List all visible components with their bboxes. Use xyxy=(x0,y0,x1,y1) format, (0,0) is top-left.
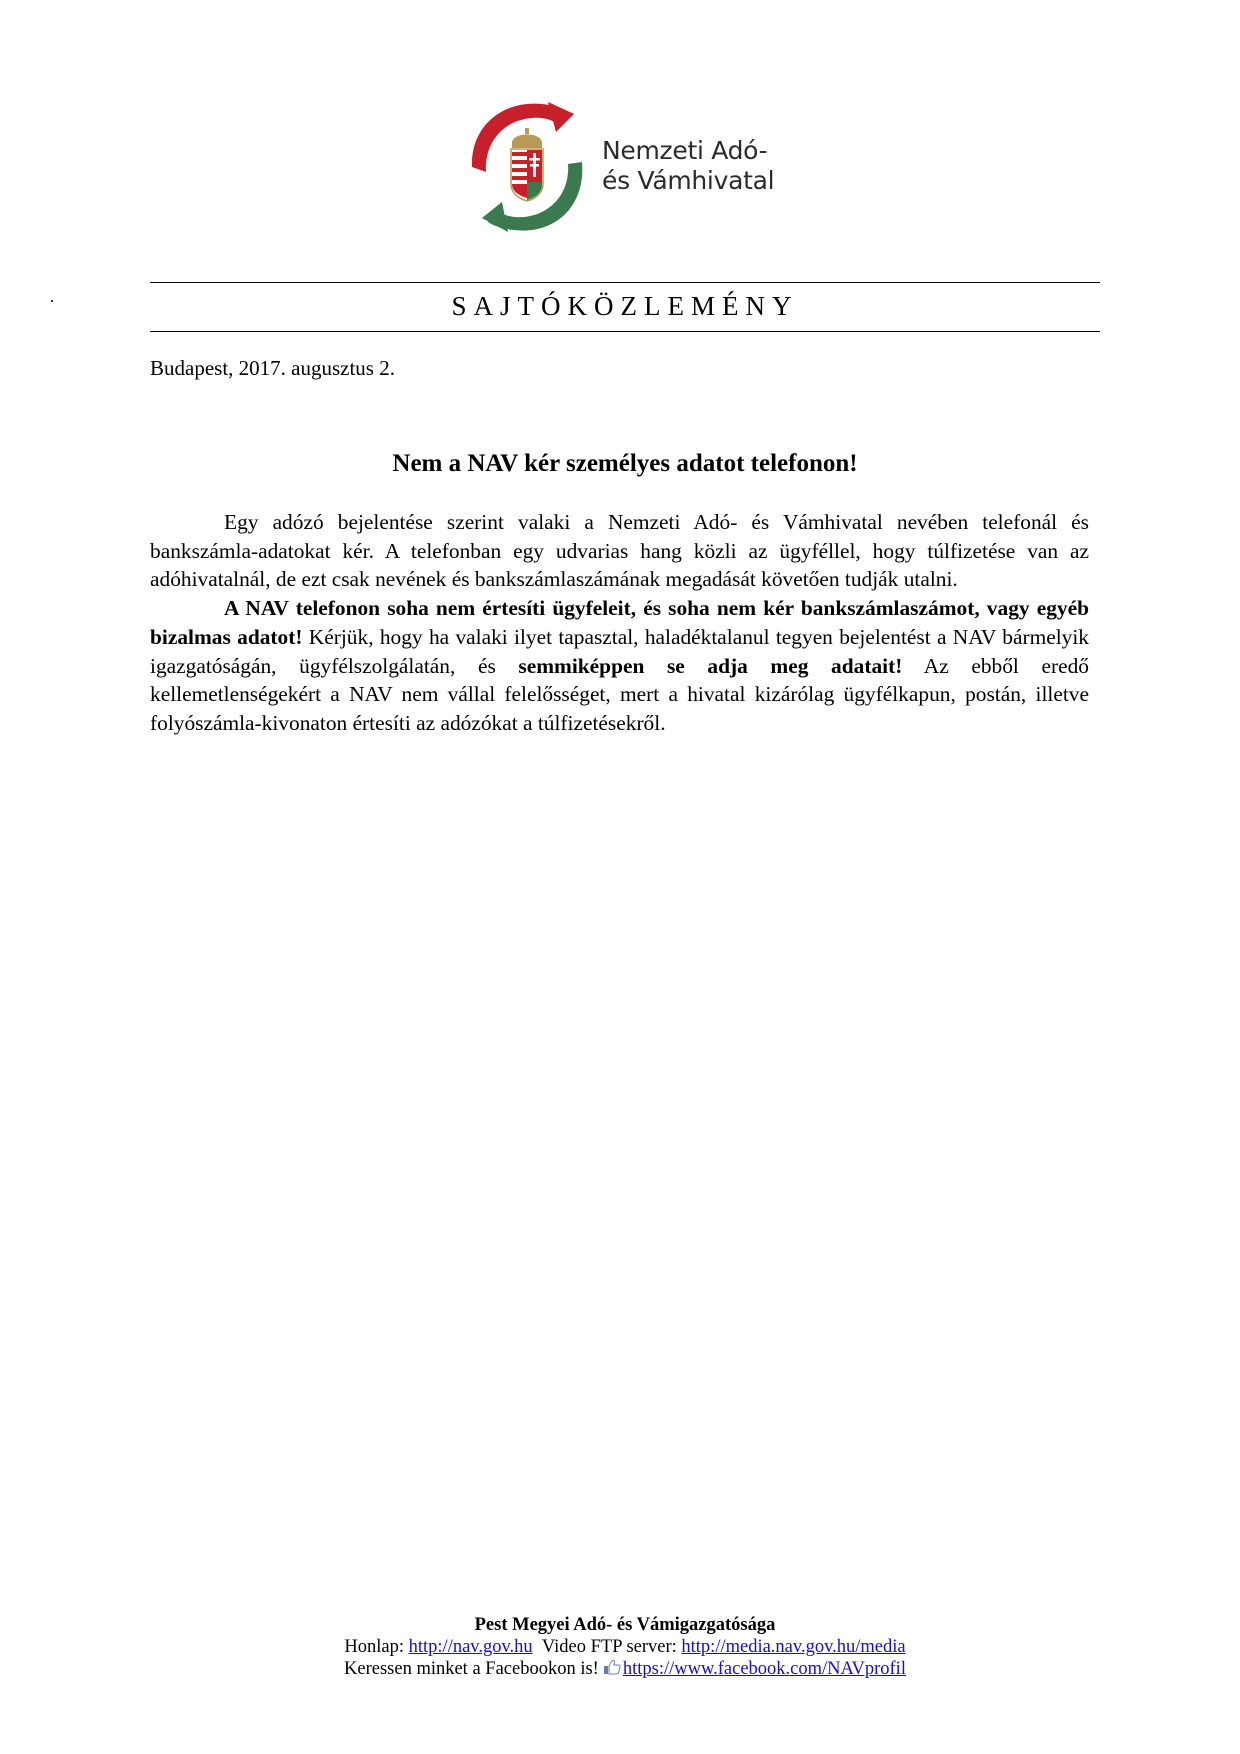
ftp-label: Video FTP server: xyxy=(541,1637,682,1657)
facebook-link[interactable]: https://www.facebook.com/NAVprofil xyxy=(622,1659,906,1679)
paragraph-2-text-1: Kérjük, hogy ha valaki ilyet tapasztal, haladéktalanul tegyen bejelentést a NAV bármelyik igazgatóságán, ügyfélszolgálatán, és xyxy=(150,624,1089,678)
nav-logo xyxy=(462,92,792,242)
logo-line-2: és Vámhivatal xyxy=(602,166,775,195)
nav-logo-text xyxy=(602,136,774,196)
footer-links-row xyxy=(150,1636,1100,1658)
paragraph-2-text-2: Az ebből eredő kellemetlenségekért a NAV nem vállal felelősséget, mert a hivatal kizárólag ügyfélkapun, postán, illetve folyószámla-kivonaton értesíti az adózókat a túlfizetésekről. xyxy=(150,653,1089,735)
homepage-label: Honlap: xyxy=(344,1637,409,1657)
header-rule-top xyxy=(150,282,1100,283)
warning-bold-1: A NAV telefonon soha nem értesíti ügyfeleit, és soha nem kér bankszámlaszámot, vagy egyéb bizalmas adatot! xyxy=(150,596,1089,649)
paragraph-1: Egy adózó bejelentése szerint valaki a Nemzeti Adó- és Vámhivatal nevében telefonál és bankszámla-adatokat kér. A telefonban egy udvarias hang közli az ügyféllel, hogy túlfizetése van az adóhivatalnál, de ezt csak nevének és bankszámlaszámának megadását követően tudják utalni. xyxy=(150,510,1089,592)
article-body xyxy=(150,508,1089,738)
warning-bold-2: semmiképpen se adja meg adatait! xyxy=(518,653,903,678)
footer xyxy=(150,1614,1100,1680)
facebook-label: Keressen minket a Facebookon is! xyxy=(344,1659,599,1679)
logo-line-1: Nemzeti Adó- xyxy=(602,136,768,165)
article-title: Nem a NAV kér személyes adatot telefonon! xyxy=(392,450,858,477)
paragraph-2 xyxy=(150,594,1089,738)
release-date: Budapest, 2017. augusztus 2. xyxy=(150,356,395,380)
footer-facebook-row xyxy=(150,1658,1100,1680)
press-release-heading: SAJTÓKÖZLEMÉNY xyxy=(451,291,799,321)
thumbs-up-icon xyxy=(603,1659,621,1675)
homepage-link[interactable]: http://nav.gov.hu xyxy=(408,1637,533,1657)
ftp-link[interactable]: http://media.nav.gov.hu/media xyxy=(681,1637,906,1657)
header-rule-bottom xyxy=(150,331,1100,332)
footer-org: Pest Megyei Adó- és Vámigazgatósága xyxy=(474,1615,776,1635)
nav-emblem-icon xyxy=(462,92,592,242)
stray-dot xyxy=(51,300,53,302)
